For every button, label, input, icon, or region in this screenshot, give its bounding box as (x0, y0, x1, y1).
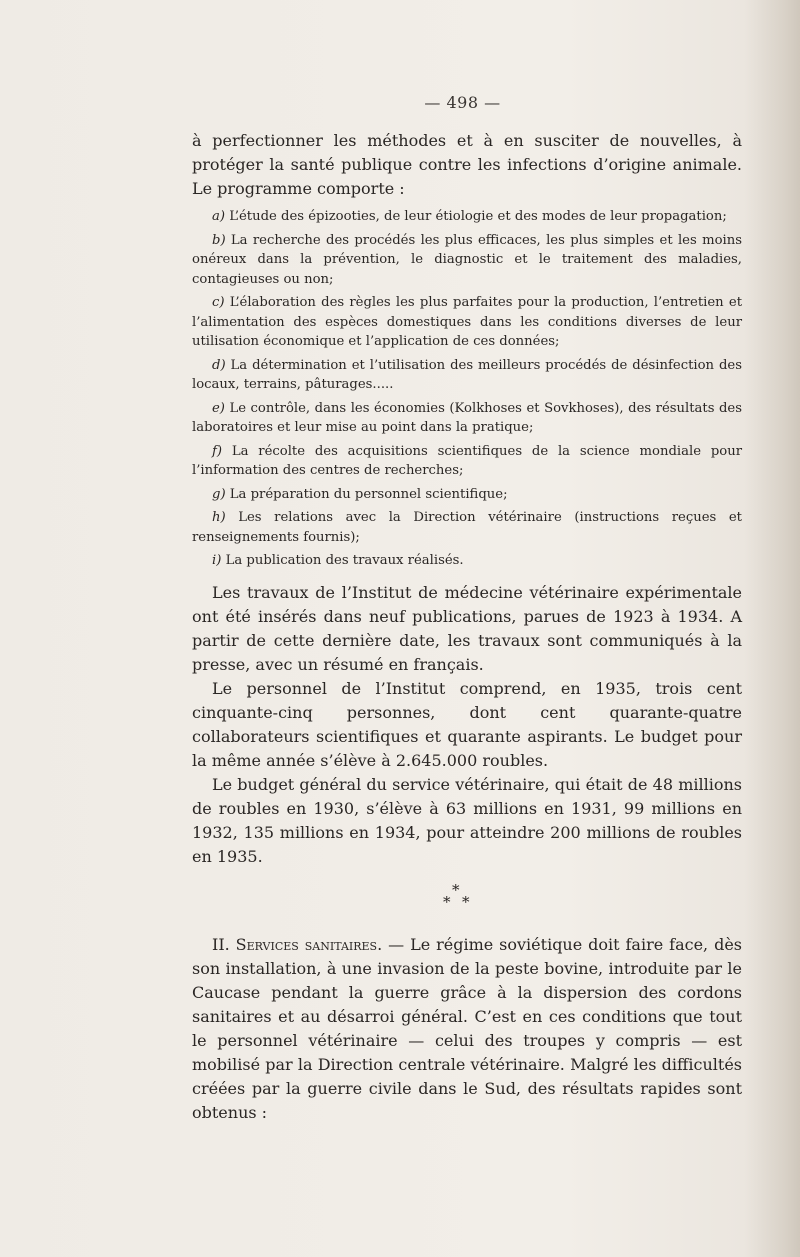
item-letter: i) (212, 553, 222, 568)
program-item-f (192, 442, 742, 481)
item-letter: d) (212, 357, 226, 373)
program-item-i (192, 551, 742, 571)
section-2-number: II. (212, 934, 236, 954)
item-text: L’élaboration des règles les plus parfaites pour la production, l’entretien et l’alimentation des espèces domestiques dans les conditions diverses de leur utilisation économique et l’application de ces données; (192, 295, 742, 349)
item-text: La préparation du personnel scientifique; (225, 486, 508, 502)
publications-paragraph: Les travaux de l’Institut de médecine vétérinaire expérimentale ont été insérés dans neuf publications, parues de 1923 à 1934. A partir de cette dernière date, les travaux sont communiqués à la presse, avec un résumé en français. (192, 582, 742, 674)
item-letter: f) (212, 443, 223, 459)
program-item-c (192, 293, 742, 352)
section-2-title: Services sanitaires. (235, 934, 383, 954)
item-text: Le contrôle, dans les économies (Kolkhoses et Sovkhoses), des résultats des laboratoires et leur mise au point dans la pratique; (192, 400, 742, 435)
item-letter: e) (212, 400, 225, 416)
section-2-text: — Le régime soviétique doit faire face, dès son installation, à une invasion de la peste bovine, introduite par le Caucase pendant la guerre grâce à la dispersion des cordons sanitaires et au désarroi général. C’est en ces conditions que tout le personnel vétérinaire — celui des troupes y compris — est mobilisé par la Direction centrale vétérinaire. Malgré les difficultés créées par la guerre civile dans le Sud, des résultats rapides sont obtenus : (192, 934, 742, 1122)
item-text: La récolte des acquisitions scientifiques de la science mondiale pour l’information des centres de recherches; (192, 443, 742, 478)
program-item-a (192, 207, 742, 227)
item-letter: a) (212, 209, 226, 224)
program-item-b (192, 231, 742, 290)
program-list (192, 207, 742, 571)
budget-paragraph: Le budget général du service vétérinaire, qui était de 48 millions de roubles en 1930, s’élève à 63 millions en 1931, 99 millions en 1932, 135 millions en 1934, pour atteindre 200 millions de roubles en 1935. (192, 774, 742, 866)
program-item-h (192, 508, 742, 547)
item-text: La recherche des procédés les plus efficaces, les plus simples et les moins onéreux dans la prévention, le diagnostic et le traitement des maladies, contagieuses ou non; (192, 232, 742, 287)
item-text: La détermination et l’utilisation des meilleurs procédés de désinfection des locaux, terrains, pâturages..... (192, 357, 742, 392)
item-letter: c) (212, 295, 225, 310)
item-text: L’étude des épizooties, de leur étiologie et des modes de leur propagation; (225, 209, 727, 224)
separator-star-left: * (443, 892, 451, 911)
page-content (192, 129, 742, 1125)
program-item-d (192, 356, 742, 395)
item-letter: b) (212, 232, 226, 248)
intro-paragraph: à perfectionner les méthodes et à en susciter de nouvelles, à protéger la santé publique contre les infections d’origine animale. Le programme comporte : (192, 131, 742, 198)
separator-star-top: * (452, 880, 460, 899)
section-separator-asterism (192, 879, 742, 923)
program-item-e (192, 399, 742, 438)
personnel-paragraph: Le personnel de l’Institut comprend, en 1935, trois cent cinquante-cinq personnes, dont cent quarante-quatre collaborateurs scientifiques et quarante aspirants. Le budget pour la même année s’élève à 2.645.000 roubles. (192, 678, 742, 770)
section-2-paragraph (192, 933, 742, 1125)
item-letter: h) (212, 510, 226, 525)
program-item-g (192, 485, 742, 505)
item-text: La publication des travaux réalisés. (221, 553, 464, 568)
item-letter: g) (212, 486, 226, 502)
separator-star-right: * (462, 892, 470, 911)
page-number: — 498 — (424, 93, 501, 112)
item-text: Les relations avec la Direction vétérinaire (instructions reçues et renseignements fournis); (192, 510, 742, 545)
